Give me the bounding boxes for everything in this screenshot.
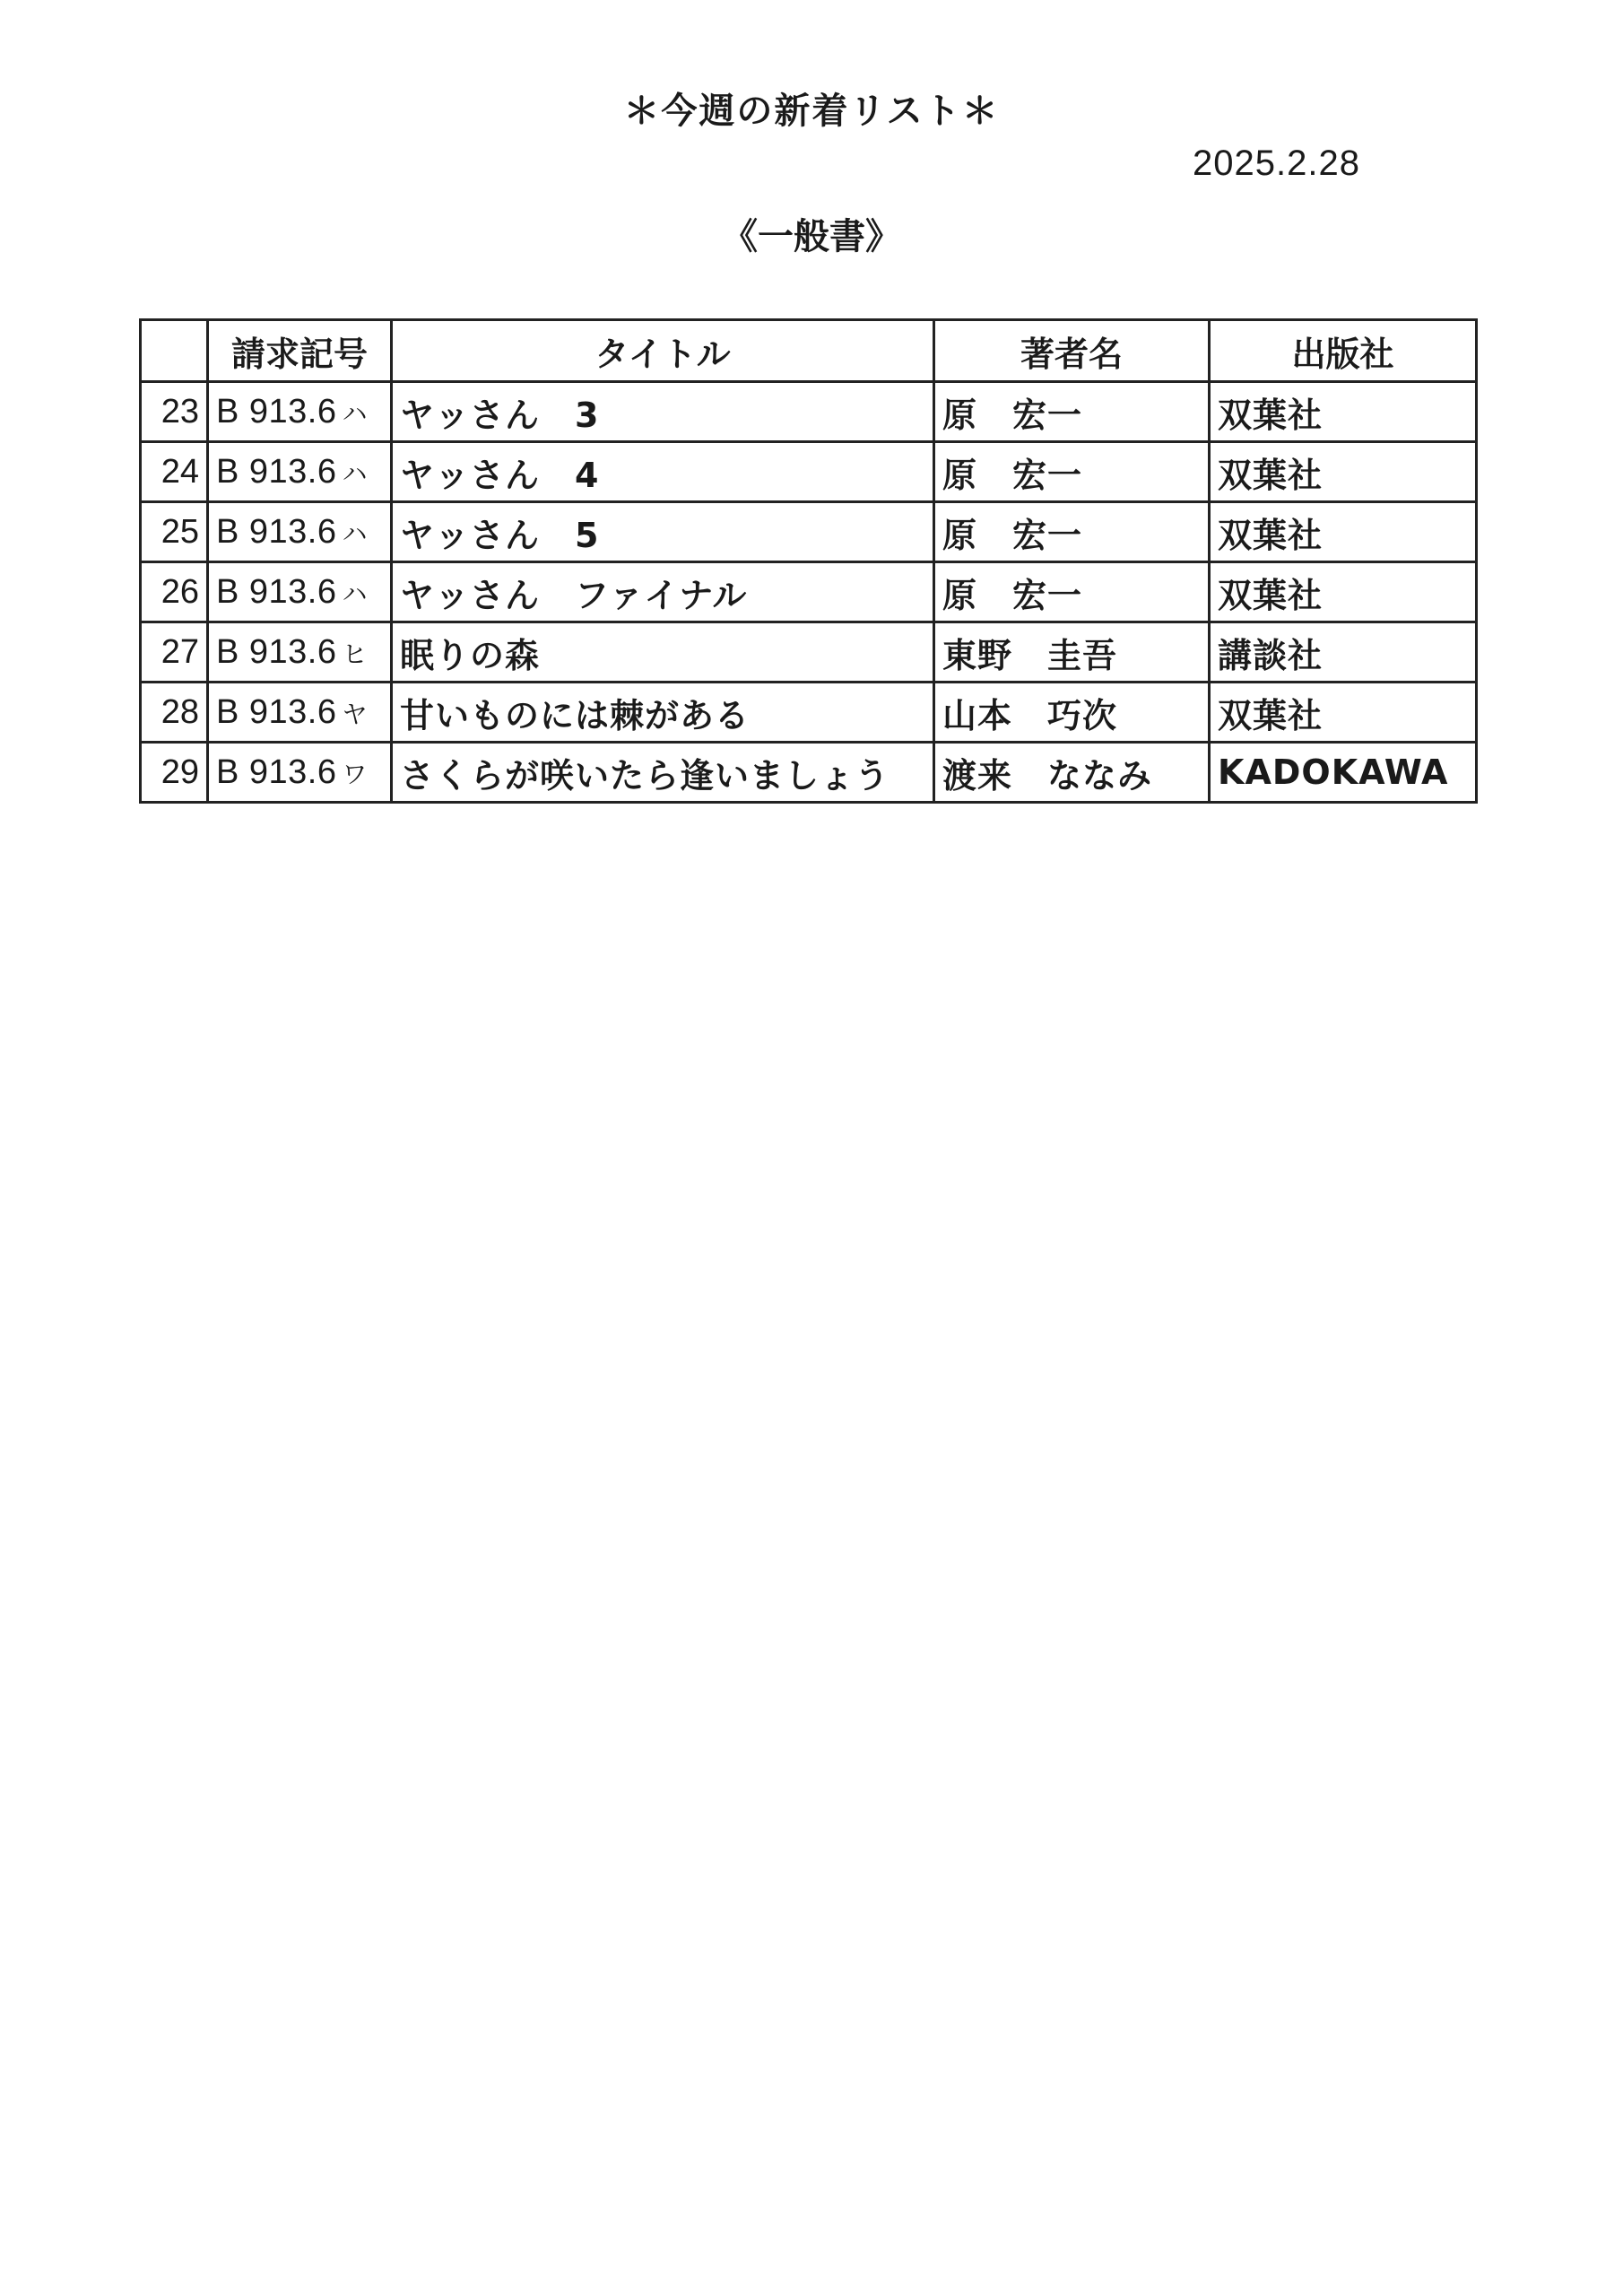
- book-title: ヤッさん 3: [392, 382, 934, 442]
- call-number: B 913.6: [216, 632, 337, 671]
- author-mark: ヤ: [342, 699, 369, 729]
- book-title: 甘いものには棘がある: [392, 683, 934, 743]
- author-mark: ワ: [342, 759, 369, 789]
- table-row: [141, 743, 1477, 803]
- book-title: ヤッさん 5: [392, 502, 934, 562]
- call-number-cell: [208, 622, 392, 683]
- header-call-number: 請求記号: [208, 320, 392, 382]
- book-author: 原 宏一: [934, 502, 1210, 562]
- call-number-cell: [208, 683, 392, 743]
- table-row: [141, 683, 1477, 743]
- author-mark: ハ: [342, 458, 369, 489]
- book-author: 原 宏一: [934, 442, 1210, 502]
- book-author: 東野 圭吾: [934, 622, 1210, 683]
- call-number-cell: [208, 502, 392, 562]
- book-title: 眠りの森: [392, 622, 934, 683]
- author-mark: ヒ: [342, 639, 369, 669]
- table-row: [141, 562, 1477, 622]
- book-publisher: 双葉社: [1210, 562, 1477, 622]
- section-heading: 《一般書》: [722, 216, 901, 257]
- book-author: 山本 巧次: [934, 683, 1210, 743]
- call-number: B 913.6: [216, 512, 337, 551]
- book-publisher: 双葉社: [1210, 442, 1477, 502]
- row-number: 24: [141, 442, 208, 502]
- table-row: [141, 502, 1477, 562]
- row-number: 28: [141, 683, 208, 743]
- author-mark: ハ: [342, 578, 369, 609]
- call-number-cell: [208, 562, 392, 622]
- table-row: [141, 622, 1477, 683]
- book-title: さくらが咲いたら逢いましょう: [392, 743, 934, 803]
- call-number: B 913.6: [216, 572, 337, 611]
- call-number-cell: [208, 743, 392, 803]
- author-mark: ハ: [342, 398, 369, 429]
- table-header-row: [141, 320, 1477, 382]
- list-date: 2025.2.28: [1193, 144, 1360, 183]
- book-title: ヤッさん 4: [392, 442, 934, 502]
- header-publisher: 出版社: [1210, 320, 1477, 382]
- call-number-cell: [208, 442, 392, 502]
- page-title: ＊今週の新着リスト＊: [623, 91, 1000, 132]
- row-number: 25: [141, 502, 208, 562]
- book-author: 原 宏一: [934, 562, 1210, 622]
- header-author: 著者名: [934, 320, 1210, 382]
- call-number: B 913.6: [216, 752, 337, 791]
- book-publisher: 双葉社: [1210, 683, 1477, 743]
- book-publisher: 双葉社: [1210, 502, 1477, 562]
- book-publisher: 講談社: [1210, 622, 1477, 683]
- table-row: [141, 442, 1477, 502]
- call-number-cell: [208, 382, 392, 442]
- row-number: 29: [141, 743, 208, 803]
- book-author: 渡来 ななみ: [934, 743, 1210, 803]
- row-number: 23: [141, 382, 208, 442]
- row-number: 26: [141, 562, 208, 622]
- header-number: [141, 320, 208, 382]
- row-number: 27: [141, 622, 208, 683]
- header-title: タイトル: [392, 320, 934, 382]
- book-title: ヤッさん ファイナル: [392, 562, 934, 622]
- call-number: B 913.6: [216, 392, 337, 430]
- call-number: B 913.6: [216, 692, 337, 731]
- book-publisher: 双葉社: [1210, 382, 1477, 442]
- book-publisher: KADOKAWA: [1210, 743, 1477, 803]
- book-author: 原 宏一: [934, 382, 1210, 442]
- new-books-table: [139, 318, 1478, 804]
- call-number: B 913.6: [216, 452, 337, 491]
- author-mark: ハ: [342, 518, 369, 549]
- table-row: [141, 382, 1477, 442]
